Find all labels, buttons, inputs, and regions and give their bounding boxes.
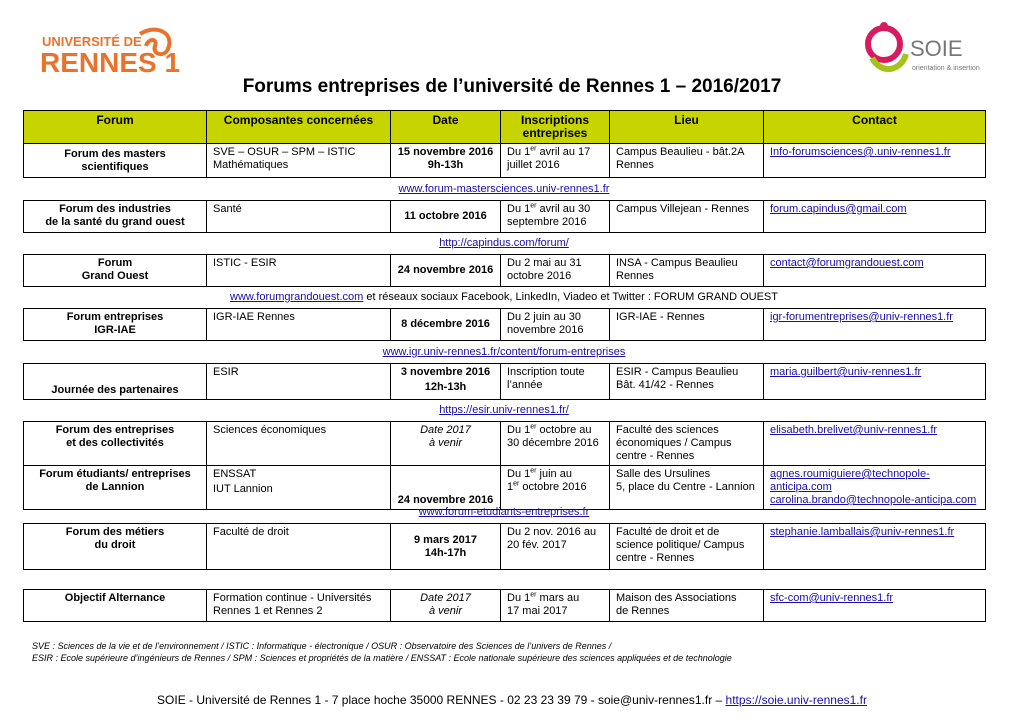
contact [764,255,986,287]
forum-date: 15 novembre 2016 9h-13h [391,144,501,178]
forum-table-3 [23,254,986,287]
header-composantes: Composantes concernées [207,111,391,144]
forum-url [23,237,985,249]
url-link[interactable]: www.forum-etudiants-entreprises.fr [418,506,590,518]
contact-link[interactable]: agnes.roumiguiere@technopole-anticipa.com [770,468,930,493]
inscriptions: Du 2 juin au 30 novembre 2016 [501,309,610,341]
forum-url [23,183,985,195]
url-rest-text: et réseaux sociaux Facebook, LinkedIn, Viadeo et Twitter : FORUM GRAND OUEST [363,291,778,303]
table-row [24,466,986,510]
table-row [24,144,986,178]
composantes: Formation continue - Universités Rennes 1 et Rennes 2 [207,590,391,622]
notes-line-2: ESIR : Ecole supérieure d’ingénieurs de Rennes / SPM : Sciences et propriétés de la matière / ENSSAT : Ecole nationale supérieure des sciences appliquées et de technologie [32,653,732,663]
lieu: Faculté de droit et de science politique/ Campus centre - Rennes [610,524,764,570]
abbreviations-notes [32,640,992,664]
footer-link[interactable]: https://soie.univ-rennes1.fr [725,693,867,707]
table-row [24,364,986,400]
forum-date: 24 novembre 2016 [391,255,501,287]
universite-rennes-logo [40,24,180,79]
lieu: Salle des Ursulines 5, place du Centre - Lannion [610,466,764,510]
forum-table-9 [23,589,986,622]
lieu: Faculté des sciences économiques / Campus centre - Rennes [610,422,764,466]
inscriptions: Inscription toute l’année [501,364,610,400]
contact-link[interactable]: stephanie.lamballais@univ-rennes1.fr [770,526,955,538]
contact [764,466,986,510]
forum-name: Journée des partenaires [24,364,207,400]
forum-date: 24 novembre 2016 [391,466,501,510]
inscriptions: Du 1er mars au 17 mai 2017 [501,590,610,622]
forum-name: Forum des industries de la santé du grand ouest [24,201,207,233]
footer-text: SOIE - Université de Rennes 1 - 7 place hoche 35000 RENNES - 02 23 23 39 79 - soie@univ-rennes1.fr – [157,693,726,707]
contact-link[interactable]: elisabeth.brelivet@univ-rennes1.fr [770,424,938,436]
contact-link[interactable]: contact@forumgrandouest.com [770,257,924,269]
table-row [24,309,986,341]
contact-link[interactable]: forum.capindus@gmail.com [770,203,907,215]
contact [764,309,986,341]
composantes: Sciences économiques [207,422,391,466]
forum-date: 3 novembre 2016 12h-13h [391,364,501,400]
composantes: Faculté de droit [207,524,391,570]
contact-link[interactable]: sfc-com@univ-rennes1.fr [770,592,894,604]
url-link[interactable]: http://capindus.com/forum/ [439,237,569,249]
lieu: ESIR - Campus Beaulieu Bât. 41/42 - Rennes [610,364,764,400]
contact-link[interactable]: Info-forumsciences@.univ-rennes1.fr [770,146,951,158]
contact-link[interactable]: maria.guilbert@univ-rennes1.fr [770,366,922,378]
forum-name: Forum des métiers du droit [24,524,207,570]
logo-left-line1: UNIVERSITÉ DE [42,34,142,49]
lieu: Campus Villejean - Rennes [610,201,764,233]
contact [764,201,986,233]
url-link[interactable]: www.forumgrandouest.com [230,291,364,303]
url-link[interactable]: https://esir.univ-rennes1.fr/ [439,404,569,416]
logo-right-name: SOIE [910,36,963,61]
contact [764,524,986,570]
inscriptions: Du 1er avril au 30 septembre 2016 [501,201,610,233]
inscriptions: Du 2 nov. 2016 au 20 fév. 2017 [501,524,610,570]
header-contact: Contact [764,111,986,144]
lieu: IGR-IAE - Rennes [610,309,764,341]
table-row [24,590,986,622]
composantes: ENSSAT IUT Lannion [207,466,391,510]
inscriptions: Du 1er avril au 17 juillet 2016 [501,144,610,178]
contact [764,144,986,178]
contact [764,364,986,400]
forum-table-1 [23,110,986,178]
logo-left-line2: RENNES 1 [40,47,180,78]
forum-table-5 [23,363,986,400]
forum-name: Objectif Alternance [24,590,207,622]
notes-line-1: SVE : Sciences de la vie et de l’environnement / ISTIC : Informatique - électronique / OSUR : Observatoire des Sciences de l’univers de Rennes / [32,641,612,651]
composantes: ISTIC - ESIR [207,255,391,287]
forum-date: Date 2017 à venir [391,590,501,622]
forum-date: 11 octobre 2016 [391,201,501,233]
contact [764,590,986,622]
forum-url [23,506,985,518]
lieu: INSA - Campus Beaulieu Rennes [610,255,764,287]
forum-date: 8 décembre 2016 [391,309,501,341]
page-title: Forums entreprises de l’université de Rennes 1 – 2016/2017 [242,76,782,97]
url-link[interactable]: www.forum-mastersciences.univ-rennes1.fr [398,183,610,195]
logo-right-tag: orientation & insertion [912,65,980,72]
contact [764,422,986,466]
forum-name: Forum entreprises IGR-IAE [24,309,207,341]
soie-logo [862,18,980,78]
forum-url [23,346,985,358]
forum-name: Forum des entreprises et des collectivités [24,422,207,466]
forum-date: 9 mars 2017 14h-17h [391,524,501,570]
header-inscriptions: Inscriptions entreprises [501,111,610,144]
forum-date: Date 2017 à venir [391,422,501,466]
forum-url [23,291,985,303]
table-row [24,422,986,466]
forum-table-6 [23,421,986,510]
forum-table-2 [23,200,986,233]
composantes: Santé [207,201,391,233]
url-link[interactable]: www.igr.univ-rennes1.fr/content/forum-entreprises [382,346,626,358]
forum-name: Forum Grand Ouest [24,255,207,287]
contact-link[interactable]: carolina.brando@technopole-anticipa.com [770,494,977,506]
table-row [24,524,986,570]
table-row [24,255,986,287]
header-forum: Forum [24,111,207,144]
composantes: IGR-IAE Rennes [207,309,391,341]
forum-table-4 [23,308,986,341]
lieu: Campus Beaulieu - bât.2A Rennes [610,144,764,178]
inscriptions: Du 1er juin au 1er octobre 2016 [501,466,610,510]
composantes: ESIR [207,364,391,400]
forum-table-8 [23,523,986,570]
header-date: Date [391,111,501,144]
contact-link[interactable]: igr-forumentreprises@univ-rennes1.fr [770,311,953,323]
page-footer [0,693,1024,707]
inscriptions: Du 1er octobre au 30 décembre 2016 [501,422,610,466]
inscriptions: Du 2 mai au 31 octobre 2016 [501,255,610,287]
table-row [24,201,986,233]
lieu: Maison des Associations de Rennes [610,590,764,622]
header-lieu: Lieu [610,111,764,144]
forum-name: Forum des masters scientifiques [24,144,207,178]
forum-url [23,404,985,416]
forum-name: Forum étudiants/ entreprises de Lannion [24,466,207,510]
composantes: SVE – OSUR – SPM – ISTIC Mathématiques [207,144,391,178]
